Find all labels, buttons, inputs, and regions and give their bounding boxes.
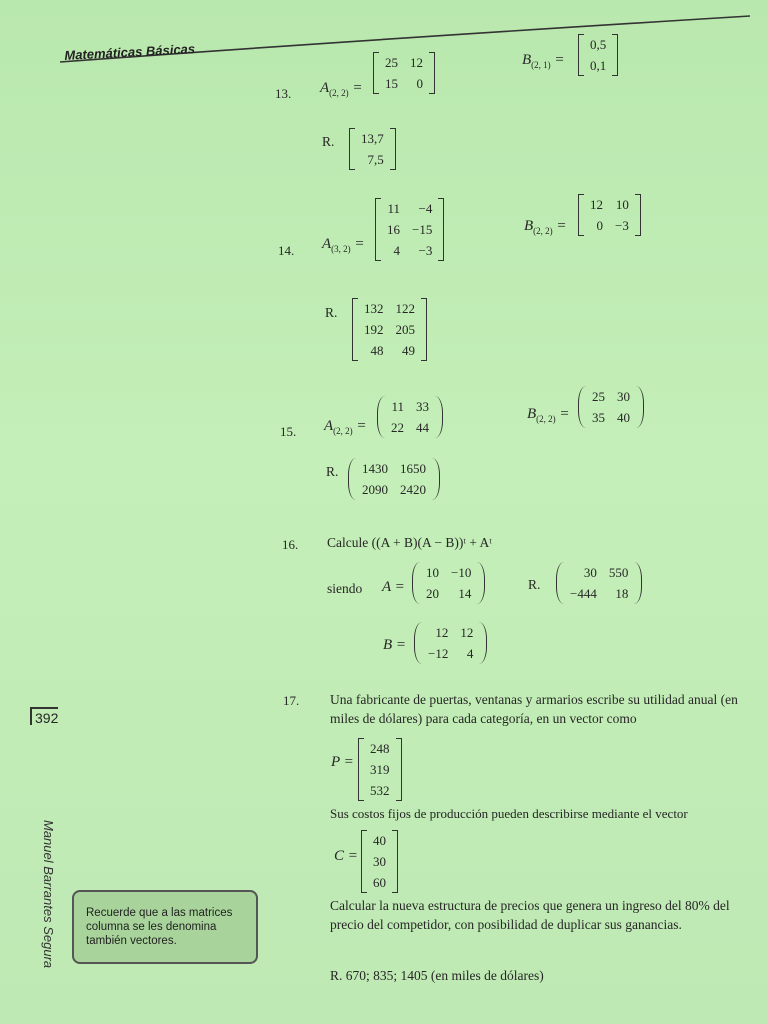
matrix-cell: 22: [391, 420, 404, 435]
matrix-b-label-13: $B_{(2, 1)}$ =: [522, 52, 565, 70]
matrix-cell: 7,5: [367, 152, 384, 167]
answer-label-16: R.: [528, 577, 541, 592]
matrix-cell: 12: [590, 197, 603, 212]
matrix-cell: 1650: [400, 461, 426, 476]
matrix-cell: 33: [416, 399, 429, 414]
matrix-cell: 248: [370, 741, 390, 756]
bracket-left: [556, 562, 564, 604]
answer-matrix-14: [352, 298, 427, 361]
matrix-cell: 205: [395, 322, 415, 337]
matrix-cell: 4: [393, 243, 400, 258]
matrix-cell: 10: [615, 197, 629, 212]
matrix-cell: −3: [418, 243, 433, 258]
bracket-right: [429, 52, 435, 94]
bracket-right: [392, 830, 398, 893]
matrix-cell: −15: [412, 222, 433, 237]
matrix-cell: 550: [608, 565, 629, 580]
matrix-cell: 30: [617, 389, 630, 404]
answer-matrix-15: [348, 458, 440, 500]
vector-p-label: P =: [331, 754, 354, 770]
matrix-b-label-16: B =: [383, 637, 407, 653]
matrix-cell: −12: [428, 646, 449, 661]
problem-15-number: 15.: [280, 424, 297, 439]
matrix-cell: 44: [416, 420, 429, 435]
bracket-right: [435, 396, 443, 438]
matrix-a-16: [412, 562, 485, 604]
matrix-cell: 11: [391, 399, 404, 414]
bracket-right: [421, 298, 427, 361]
bracket-right: [634, 562, 642, 604]
matrix-cell: 2090: [362, 482, 388, 497]
problem-17-text-1: Una fabricante de puertas, ventanas y armarios escribe su utilidad anual (en miles de dólares) para cada categoría, en un vector como: [330, 692, 738, 726]
matrix-cell: 30: [373, 854, 386, 869]
matrix-cell: 319: [370, 762, 390, 777]
matrix-b-14: [578, 194, 641, 236]
answer-label-13: R.: [322, 134, 335, 149]
matrix-cell: 49: [402, 343, 415, 358]
bracket-right: [636, 386, 644, 428]
matrix-a-15: [377, 396, 443, 438]
bracket-right: [479, 622, 487, 664]
matrix-cell: 48: [370, 343, 384, 358]
answer-label-15: R.: [326, 464, 339, 479]
answer-matrix-16: [556, 562, 642, 604]
answer-matrix-13: [349, 128, 396, 170]
matrix-b-15: [578, 386, 644, 428]
book-title: Matemáticas Básicas: [64, 41, 196, 63]
matrix-cell: 1430: [362, 461, 388, 476]
matrix-cell: 16: [387, 222, 400, 237]
bracket-left: [412, 562, 420, 604]
problem-16-statement: Calcule ((A + B)(A − B))ᵗ + Aᵗ: [327, 535, 492, 550]
matrix-a-label-16: A =: [382, 579, 405, 595]
matrix-cell: 0: [416, 76, 423, 91]
matrix-a-13: [373, 52, 435, 94]
author-name: Manuel Barrantes Segura: [41, 820, 56, 969]
bracket-left: [578, 386, 586, 428]
matrix-cell: 40: [373, 833, 386, 848]
matrix-cell: 0,1: [590, 58, 607, 73]
vector-c: [361, 830, 398, 893]
problem-14-number: 14.: [278, 243, 295, 258]
matrix-cell: 18: [615, 586, 629, 601]
problem-17-text-2: Sus costos fijos de producción pueden describirse mediante el vector: [330, 806, 688, 821]
matrix-a-14: [375, 198, 444, 261]
matrix-cell: 0: [596, 218, 603, 233]
matrix-cell: 14: [458, 586, 472, 601]
matrix-cell: 40: [617, 410, 630, 425]
siendo-label: siendo: [327, 581, 363, 596]
matrix-cell: 4: [466, 646, 474, 661]
vector-p: [358, 738, 402, 801]
bracket-right: [396, 738, 402, 801]
matrix-b-label-15: $B_{(2, 2)}$ =: [527, 406, 570, 424]
matrix-cell: −3: [615, 218, 629, 233]
matrix-cell: 0,5: [590, 37, 607, 52]
matrix-cell: 12: [460, 625, 474, 640]
matrix-cell: 25: [592, 389, 605, 404]
matrix-cell: −444: [570, 586, 597, 601]
bracket-left: [348, 458, 356, 500]
matrix-cell: 532: [370, 783, 390, 798]
matrix-cell: 10: [426, 565, 439, 580]
matrix-cell: 30: [583, 565, 597, 580]
answer-label-14: R.: [325, 305, 338, 320]
problem-17-text-3: Calcular la nueva estructura de precios que genera un ingreso del 80% del precio del competidor, con posibilidad de duplicar sus ganancias.: [330, 898, 730, 932]
problem-16-number: 16.: [282, 537, 299, 552]
matrix-b-13: [578, 34, 618, 76]
problem-17-number: 17.: [283, 693, 300, 708]
matrix-a-label-14: $A_{(3, 2)}$ =: [322, 236, 365, 254]
problem-13-number: 13.: [275, 86, 292, 101]
bracket-right: [390, 128, 396, 170]
matrix-cell: 122: [395, 301, 415, 316]
bracket-right: [477, 562, 485, 604]
matrix-cell: 12: [435, 625, 449, 640]
tip-text: Recuerde que a las matrices columna se les denomina también vectores.: [86, 907, 233, 947]
matrix-cell: 192: [364, 322, 384, 337]
matrix-a-label-13: $A_{(2, 2)}$ =: [320, 80, 363, 98]
bracket-right: [432, 458, 440, 500]
bracket-right: [635, 194, 641, 236]
matrix-cell: 11: [387, 201, 400, 216]
bracket-right: [612, 34, 618, 76]
problem-17-answer: R. 670; 835; 1405 (en miles de dólares): [330, 968, 544, 983]
page-number: 392: [30, 707, 58, 725]
matrix-cell: 132: [364, 301, 384, 316]
matrix-cell: −10: [451, 565, 472, 580]
bracket-right: [438, 198, 444, 261]
matrix-cell: 35: [592, 410, 605, 425]
matrix-b-16: [414, 622, 487, 664]
matrix-a-label-15: $A_{(2, 2)}$ =: [324, 418, 367, 436]
matrix-cell: 20: [426, 586, 439, 601]
matrix-cell: 25: [385, 55, 398, 70]
matrix-cell: −4: [418, 201, 433, 216]
matrix-cell: 60: [373, 875, 386, 890]
matrix-cell: 2420: [400, 482, 426, 497]
matrix-cell: 12: [410, 55, 423, 70]
vector-c-label: C =: [334, 848, 358, 864]
bracket-left: [377, 396, 385, 438]
bracket-left: [414, 622, 422, 664]
matrix-cell: 13,7: [361, 131, 384, 146]
matrix-b-label-14: $B_{(2, 2)}$ =: [524, 218, 567, 236]
tip-box: [72, 890, 258, 964]
matrix-cell: 15: [385, 76, 398, 91]
